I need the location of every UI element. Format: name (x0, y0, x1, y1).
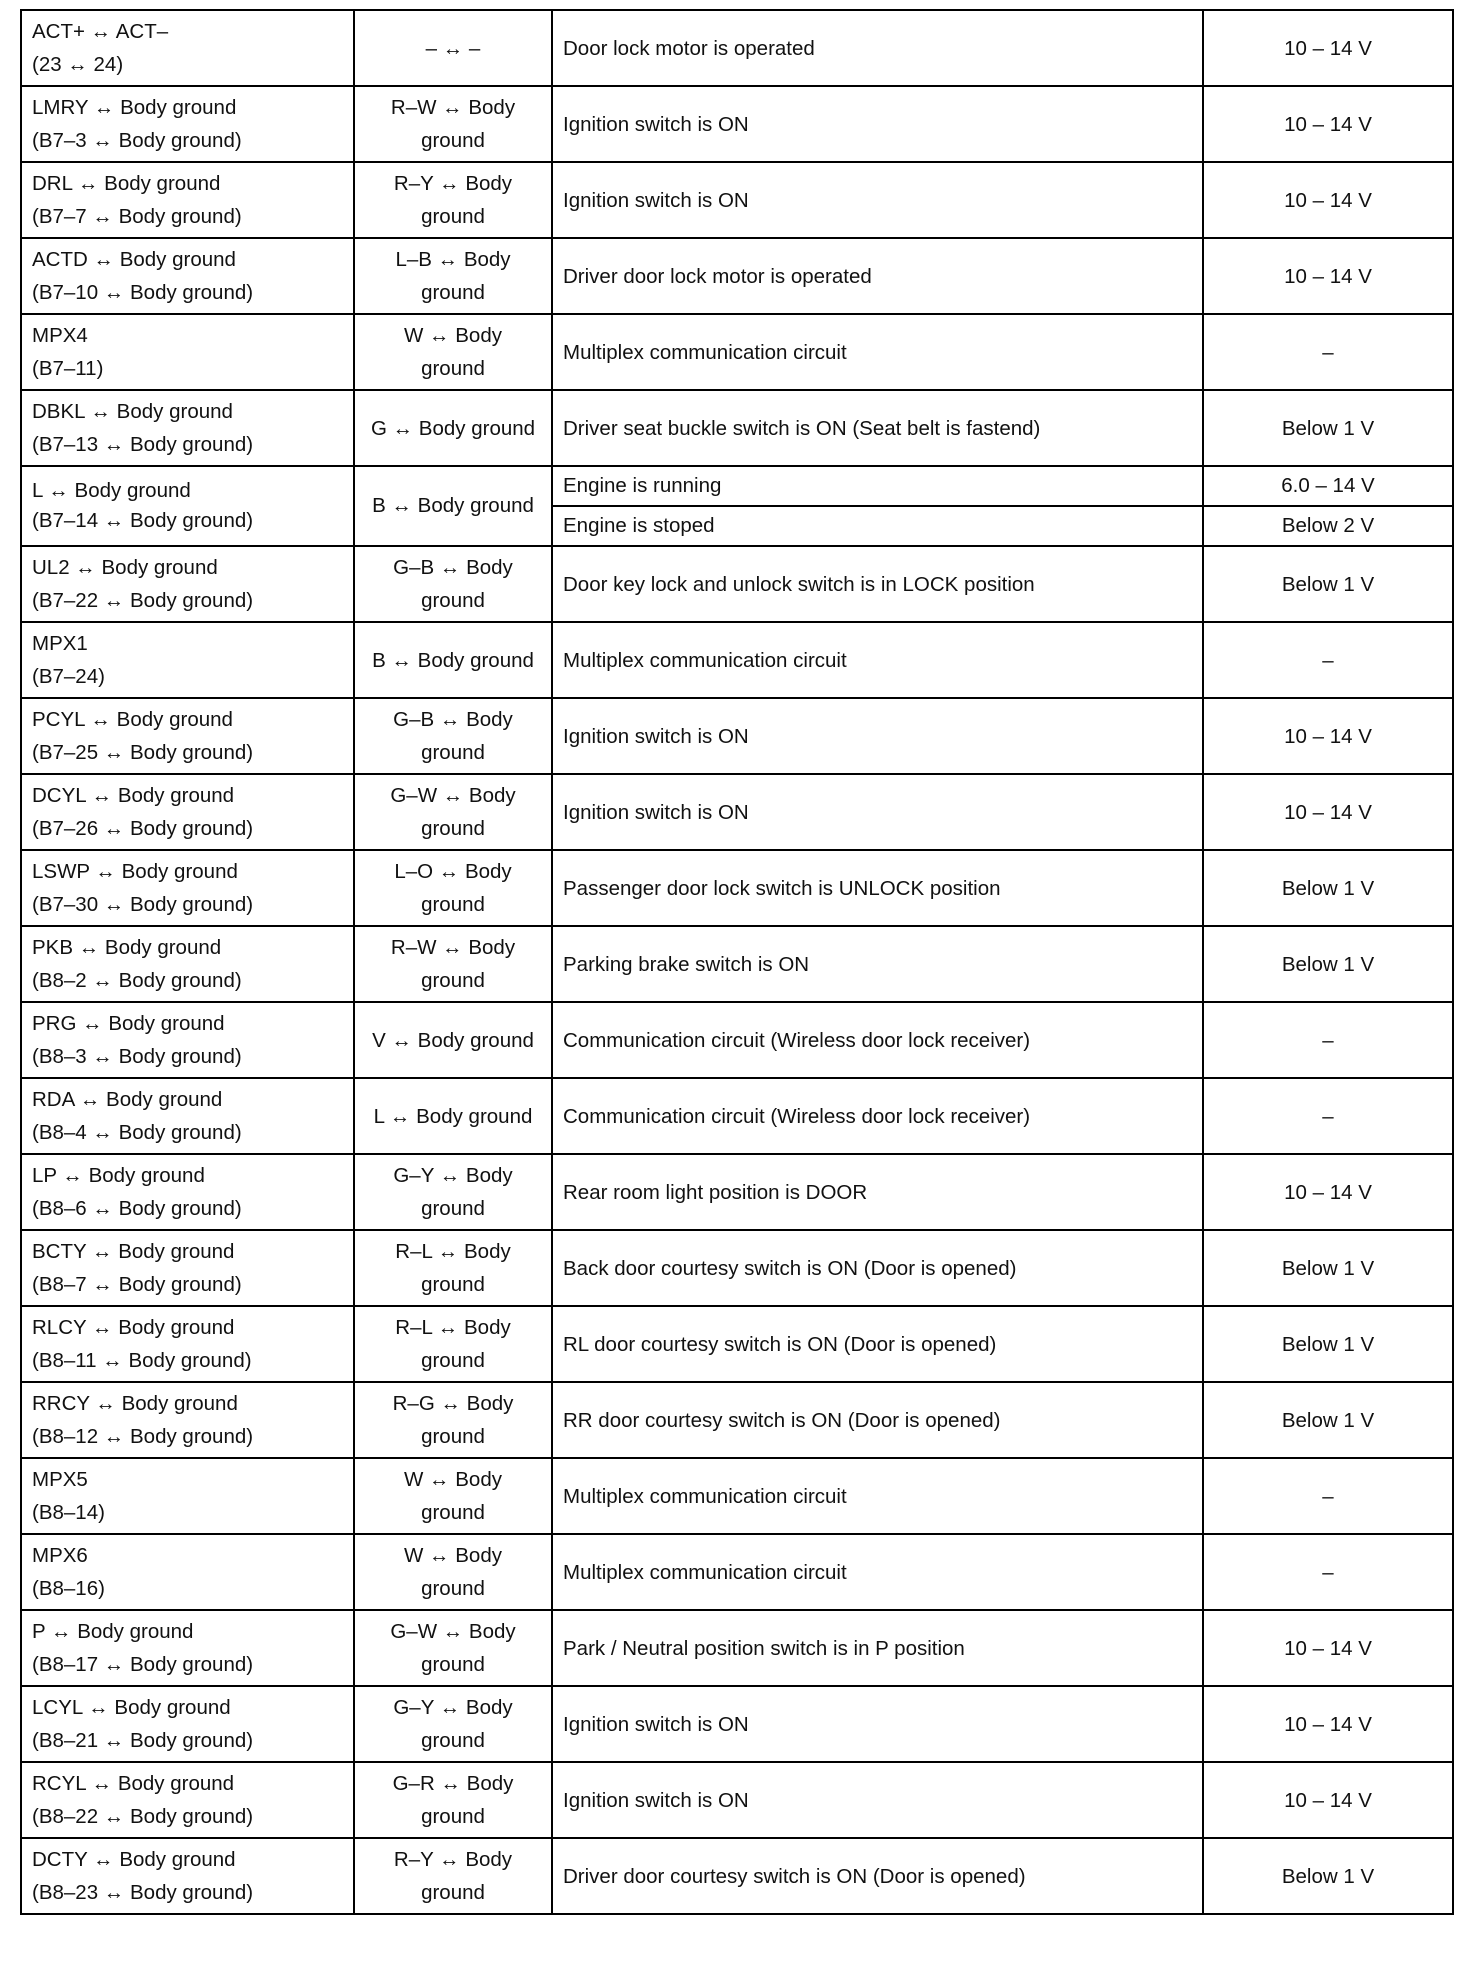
wiring-color-text: R–G ↔ Body (392, 1392, 514, 1415)
table-row (21, 10, 1453, 86)
specified-condition-cell: 10 – 14 V (1203, 238, 1453, 314)
terminal-text: (B8–4 ↔ Body ground) (32, 1121, 242, 1144)
condition-cell: Ignition switch is ON (552, 1686, 1203, 1762)
wiring-color-text: ground (421, 281, 485, 304)
terminal-cell (21, 10, 354, 86)
condition-cell: Driver door courtesy switch is ON (Door is opened) (552, 1838, 1203, 1914)
wiring-color-cell (354, 1458, 552, 1534)
wiring-color-text: W ↔ Body (404, 1468, 502, 1491)
specified-condition-cell: 10 – 14 V (1203, 162, 1453, 238)
wiring-color-text: ground (421, 205, 485, 228)
specified-condition-cell: Below 1 V (1203, 546, 1453, 622)
wiring-color-cell (354, 390, 552, 466)
table-row (21, 1078, 1453, 1154)
terminal-text: UL2 ↔ Body ground (32, 556, 218, 579)
condition-cell: Parking brake switch is ON (552, 926, 1203, 1002)
table-row (21, 1762, 1453, 1838)
table-row (21, 390, 1453, 466)
wiring-color-text: R–W ↔ Body (390, 936, 516, 959)
wiring-color-cell (354, 926, 552, 1002)
wiring-color-cell (354, 546, 552, 622)
terminal-cell (21, 162, 354, 238)
specified-condition-cell: Below 1 V (1203, 850, 1453, 926)
terminal-text: P ↔ Body ground (32, 1620, 194, 1643)
terminal-cell (21, 238, 354, 314)
wiring-color-cell (354, 86, 552, 162)
terminal-cell (21, 698, 354, 774)
terminal-cell (21, 1306, 354, 1382)
terminal-text: (B7–26 ↔ Body ground) (32, 817, 254, 840)
wiring-color-cell (354, 238, 552, 314)
terminal-text: RCYL ↔ Body ground (32, 1772, 235, 1795)
wiring-color-cell (354, 1686, 552, 1762)
terminal-text: (B7–24) (32, 665, 105, 688)
condition-cell: Multiplex communication circuit (552, 1534, 1203, 1610)
terminal-text: (B8–11 ↔ Body ground) (32, 1349, 252, 1372)
wiring-color-text: ground (421, 1273, 485, 1296)
wiring-color-text: ground (421, 1577, 485, 1600)
table-row (21, 774, 1453, 850)
specified-condition-cell: 10 – 14 V (1203, 86, 1453, 162)
condition-cell: Ignition switch is ON (552, 162, 1203, 238)
terminal-text: RRCY ↔ Body ground (32, 1392, 238, 1415)
wiring-color-cell (354, 1078, 552, 1154)
wiring-color-cell (354, 1002, 552, 1078)
specified-condition-cell: 10 – 14 V (1203, 1154, 1453, 1230)
specified-condition-cell: 10 – 14 V (1203, 698, 1453, 774)
specified-condition-cell: – (1203, 314, 1453, 390)
wiring-color-text: ground (421, 1729, 485, 1752)
terminal-text: MPX5 (32, 1468, 88, 1491)
terminal-text: (B8–3 ↔ Body ground) (32, 1045, 242, 1068)
table-row (21, 698, 1453, 774)
specified-condition-cell: Below 1 V (1203, 1230, 1453, 1306)
wiring-color-text: ground (421, 817, 485, 840)
wiring-color-cell (354, 162, 552, 238)
wiring-color-text: G–R ↔ Body (392, 1772, 514, 1795)
wiring-color-text: G–Y ↔ Body (393, 1164, 513, 1187)
specified-condition-cell: – (1203, 1534, 1453, 1610)
terminal-text: L ↔ Body ground (32, 479, 191, 502)
wiring-color-text: ground (421, 741, 485, 764)
table-row (21, 850, 1453, 926)
specified-condition-cell: Below 1 V (1203, 926, 1453, 1002)
wiring-color-text: ground (421, 589, 485, 612)
terminal-text: (B7–3 ↔ Body ground) (32, 129, 242, 152)
terminal-text: PRG ↔ Body ground (32, 1012, 225, 1035)
wiring-color-text: R–L ↔ Body (395, 1316, 511, 1339)
terminal-text: PKB ↔ Body ground (32, 936, 222, 959)
table-row (21, 162, 1453, 238)
wiring-color-cell (354, 466, 552, 546)
terminal-text: LCYL ↔ Body ground (32, 1696, 231, 1719)
terminal-text: (B7–13 ↔ Body ground) (32, 433, 254, 456)
condition-cell: Multiplex communication circuit (552, 314, 1203, 390)
specified-condition-cell: Below 1 V (1203, 1838, 1453, 1914)
spec-table-container (20, 9, 1452, 1915)
specified-condition-cell: – (1203, 1078, 1453, 1154)
wiring-color-cell (354, 1762, 552, 1838)
wiring-color-text: G–W ↔ Body (390, 784, 516, 807)
wiring-color-text: L–B ↔ Body (395, 248, 511, 271)
terminal-text: (B7–22 ↔ Body ground) (32, 589, 254, 612)
terminal-text: RDA ↔ Body ground (32, 1088, 223, 1111)
terminal-text: BCTY ↔ Body ground (32, 1240, 235, 1263)
terminal-cell (21, 1686, 354, 1762)
terminal-cell (21, 1838, 354, 1914)
wiring-color-text: – ↔ – (425, 36, 481, 60)
terminal-text: PCYL ↔ Body ground (32, 708, 233, 731)
wiring-color-text: ground (421, 1805, 485, 1828)
specified-condition-cell: – (1203, 1458, 1453, 1534)
wiring-color-cell (354, 1838, 552, 1914)
terminal-cell (21, 1078, 354, 1154)
condition-cell: Door lock motor is operated (552, 10, 1203, 86)
terminal-cell (21, 1230, 354, 1306)
condition-cell: RR door courtesy switch is ON (Door is opened) (552, 1382, 1203, 1458)
terminal-text: (B7–7 ↔ Body ground) (32, 205, 242, 228)
condition-cell: Driver door lock motor is operated (552, 238, 1203, 314)
wiring-color-text: ground (421, 1197, 485, 1220)
terminal-text: DBKL ↔ Body ground (32, 400, 233, 423)
specified-condition-cell: – (1203, 1002, 1453, 1078)
table-row (21, 1154, 1453, 1230)
wiring-color-text: ground (421, 357, 485, 380)
terminal-text: (B7–30 ↔ Body ground) (32, 893, 254, 916)
wiring-color-text: G–B ↔ Body (393, 708, 513, 731)
wiring-color-text: B ↔ Body ground (372, 494, 534, 517)
table-body (21, 10, 1453, 1914)
terminal-voltage-table (20, 9, 1454, 1915)
wiring-color-cell (354, 1306, 552, 1382)
terminal-text: (B8–2 ↔ Body ground) (32, 969, 242, 992)
wiring-color-text: R–Y ↔ Body (393, 1848, 513, 1871)
wiring-color-cell (354, 774, 552, 850)
condition-cell: Multiplex communication circuit (552, 622, 1203, 698)
terminal-cell (21, 314, 354, 390)
table-row (21, 238, 1453, 314)
terminal-text: (23 ↔ 24) (32, 53, 124, 76)
terminal-cell (21, 1458, 354, 1534)
terminal-text: LSWP ↔ Body ground (32, 860, 238, 883)
wiring-color-text: R–L ↔ Body (395, 1240, 511, 1263)
condition-cell: Engine is running (552, 466, 1203, 506)
terminal-text: (B8–14) (32, 1501, 105, 1524)
condition-cell: Ignition switch is ON (552, 1762, 1203, 1838)
terminal-text: (B7–14 ↔ Body ground) (32, 509, 254, 532)
condition-cell: Rear room light position is DOOR (552, 1154, 1203, 1230)
specified-condition-cell: Below 1 V (1203, 390, 1453, 466)
specified-condition-cell: Below 2 V (1203, 506, 1453, 546)
table-row (21, 926, 1453, 1002)
terminal-text: RLCY ↔ Body ground (32, 1316, 235, 1339)
table-row (21, 314, 1453, 390)
table-row (21, 546, 1453, 622)
condition-cell: Ignition switch is ON (552, 698, 1203, 774)
terminal-text: ACTD ↔ Body ground (32, 248, 236, 271)
terminal-text: DCTY ↔ Body ground (32, 1848, 236, 1871)
condition-cell: Multiplex communication circuit (552, 1458, 1203, 1534)
terminal-cell (21, 1534, 354, 1610)
terminal-cell (21, 850, 354, 926)
terminal-text: LP ↔ Body ground (32, 1164, 205, 1187)
terminal-text: (B8–22 ↔ Body ground) (32, 1805, 254, 1828)
table-row (21, 1458, 1453, 1534)
table-row (21, 1306, 1453, 1382)
wiring-color-cell (354, 1610, 552, 1686)
wiring-color-cell (354, 622, 552, 698)
wiring-color-cell (354, 1534, 552, 1610)
wiring-color-text: W ↔ Body (404, 324, 502, 347)
terminal-cell (21, 1382, 354, 1458)
specified-condition-cell: 10 – 14 V (1203, 1686, 1453, 1762)
table-row (21, 1534, 1453, 1610)
specified-condition-cell: 10 – 14 V (1203, 774, 1453, 850)
terminal-text: MPX6 (32, 1544, 88, 1567)
terminal-cell (21, 390, 354, 466)
wiring-color-text: ground (421, 893, 485, 916)
wiring-color-text: ground (421, 1881, 485, 1904)
wiring-color-cell (354, 698, 552, 774)
wiring-color-text: R–W ↔ Body (390, 96, 516, 119)
terminal-text: ACT+ ↔ ACT– (32, 20, 169, 43)
condition-cell: Back door courtesy switch is ON (Door is opened) (552, 1230, 1203, 1306)
table-row (21, 1002, 1453, 1078)
terminal-cell (21, 1002, 354, 1078)
terminal-cell (21, 546, 354, 622)
terminal-cell (21, 774, 354, 850)
wiring-color-cell (354, 1154, 552, 1230)
table-row (21, 86, 1453, 162)
wiring-color-cell (354, 314, 552, 390)
wiring-color-text: L–O ↔ Body (394, 860, 512, 883)
specified-condition-cell: Below 1 V (1203, 1382, 1453, 1458)
condition-cell: Ignition switch is ON (552, 774, 1203, 850)
terminal-cell (21, 86, 354, 162)
terminal-text: (B8–23 ↔ Body ground) (32, 1881, 254, 1904)
wiring-color-text: R–Y ↔ Body (393, 172, 513, 195)
wiring-color-text: L ↔ Body ground (373, 1104, 533, 1128)
terminal-text: (B7–10 ↔ Body ground) (32, 281, 254, 304)
wiring-color-text: G–W ↔ Body (390, 1620, 516, 1643)
terminal-text: MPX1 (32, 632, 88, 655)
condition-cell: Communication circuit (Wireless door lock receiver) (552, 1078, 1203, 1154)
wiring-color-text: G ↔ Body ground (370, 416, 536, 440)
condition-cell: Engine is stoped (552, 506, 1203, 546)
condition-cell: RL door courtesy switch is ON (Door is opened) (552, 1306, 1203, 1382)
wiring-color-text: W ↔ Body (404, 1544, 502, 1567)
wiring-color-text: ground (421, 969, 485, 992)
specified-condition-cell: 10 – 14 V (1203, 1610, 1453, 1686)
wiring-color-text: ground (421, 1349, 485, 1372)
terminal-cell (21, 466, 354, 546)
terminal-text: DCYL ↔ Body ground (32, 784, 235, 807)
condition-cell: Door key lock and unlock switch is in LOCK position (552, 546, 1203, 622)
terminal-text: LMRY ↔ Body ground (32, 96, 237, 119)
table-row (21, 1382, 1453, 1458)
table-row (21, 622, 1453, 698)
specified-condition-cell: 6.0 – 14 V (1203, 466, 1453, 506)
specified-condition-cell: – (1203, 622, 1453, 698)
terminal-cell (21, 1610, 354, 1686)
condition-cell: Ignition switch is ON (552, 86, 1203, 162)
terminal-text: (B7–25 ↔ Body ground) (32, 741, 254, 764)
wiring-color-text: ground (421, 1425, 485, 1448)
terminal-text: (B8–16) (32, 1577, 105, 1600)
terminal-text: DRL ↔ Body ground (32, 172, 221, 195)
condition-cell: Communication circuit (Wireless door lock receiver) (552, 1002, 1203, 1078)
table-row (21, 1230, 1453, 1306)
specified-condition-cell: Below 1 V (1203, 1306, 1453, 1382)
terminal-text: (B8–21 ↔ Body ground) (32, 1729, 254, 1752)
terminal-text: (B7–11) (32, 357, 104, 380)
terminal-text: MPX4 (32, 324, 88, 347)
specified-condition-cell: 10 – 14 V (1203, 10, 1453, 86)
wiring-color-text: ground (421, 129, 485, 152)
table-row (21, 466, 1453, 506)
table-row (21, 1686, 1453, 1762)
table-row (21, 1610, 1453, 1686)
wiring-color-text: V ↔ Body ground (372, 1028, 534, 1052)
condition-cell: Driver seat buckle switch is ON (Seat belt is fastend) (552, 390, 1203, 466)
wiring-color-text: ground (421, 1653, 485, 1676)
wiring-color-text: B ↔ Body ground (372, 648, 534, 672)
wiring-color-text: ground (421, 1501, 485, 1524)
terminal-text: (B8–7 ↔ Body ground) (32, 1273, 242, 1296)
terminal-text: (B8–17 ↔ Body ground) (32, 1653, 254, 1676)
wiring-color-cell (354, 10, 552, 86)
specified-condition-cell: 10 – 14 V (1203, 1762, 1453, 1838)
condition-cell: Passenger door lock switch is UNLOCK position (552, 850, 1203, 926)
terminal-cell (21, 1154, 354, 1230)
condition-cell: Park / Neutral position switch is in P position (552, 1610, 1203, 1686)
terminal-text: (B8–6 ↔ Body ground) (32, 1197, 242, 1220)
wiring-color-text: G–B ↔ Body (393, 556, 513, 579)
wiring-color-cell (354, 850, 552, 926)
terminal-cell (21, 1762, 354, 1838)
wiring-color-text: G–Y ↔ Body (393, 1696, 513, 1719)
terminal-text: (B8–12 ↔ Body ground) (32, 1425, 254, 1448)
wiring-color-cell (354, 1382, 552, 1458)
table-row (21, 1838, 1453, 1914)
terminal-cell (21, 622, 354, 698)
terminal-cell (21, 926, 354, 1002)
wiring-color-cell (354, 1230, 552, 1306)
